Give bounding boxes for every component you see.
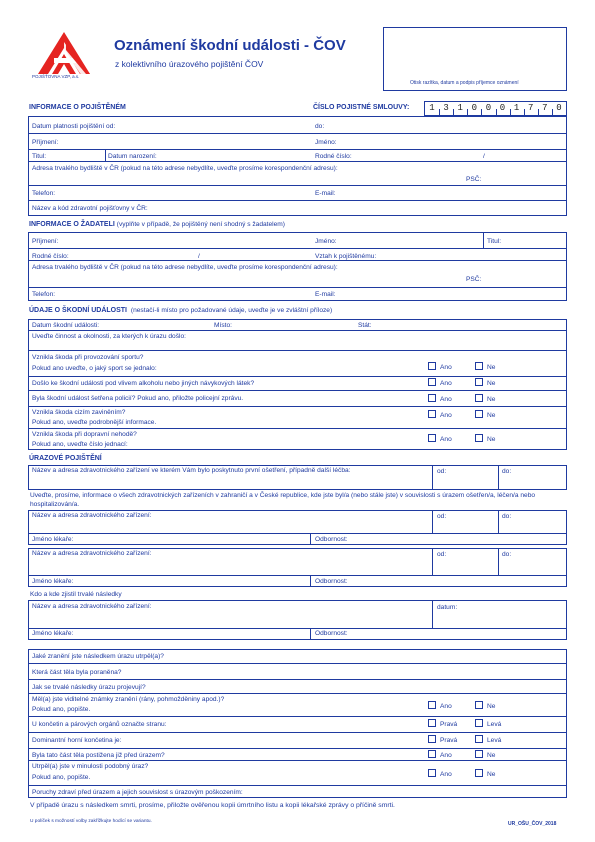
sport-yes-label: Ano (440, 364, 452, 371)
injury-heading: ÚRAZOVÉ POJIŠTĚNÍ (29, 455, 102, 462)
visible-yes-checkbox[interactable] (428, 701, 436, 709)
dominant-left-label: Levá (487, 737, 502, 744)
health-issues-question: Poruchy zdraví před úrazem a jejich souvislost s úrazovým poškozením: (32, 789, 243, 796)
facility-3-date: datum: (437, 604, 458, 611)
applicant-surname-label: Příjmení: (32, 238, 59, 245)
dominant-question: Dominantní horní končetina je: (32, 737, 122, 744)
visible-no-checkbox[interactable] (475, 701, 483, 709)
traffic-detail: Pokud ano, uveďte číslo jednací: (32, 441, 128, 448)
visible-signs-detail: Pokud ano, popište. (32, 706, 91, 713)
valid-to-label: do: (315, 123, 325, 130)
name-label: Jméno: (315, 139, 337, 146)
police-question: Byla škodní událost šetřena policií? Pokud ano, přiložte policejní zprávu. (32, 395, 244, 402)
traffic-no-label: Ne (487, 436, 496, 443)
sport-no-checkbox[interactable] (475, 362, 483, 370)
dominant-right-checkbox[interactable] (428, 735, 436, 743)
birth-date-label: Datum narození: (108, 153, 157, 160)
applicant-psc-label: PSČ: (466, 276, 482, 283)
prior-damage-no-checkbox[interactable] (475, 750, 483, 758)
facility-3-doctor: Jméno lékaře: (32, 630, 74, 637)
body-part-question: Která část těla byla poraněna? (32, 669, 122, 676)
email-label: E-mail: (315, 190, 336, 197)
policy-digit: 7 (527, 103, 534, 113)
form-code: UR_OŠU_ČOV_2018 (508, 821, 557, 827)
fault-yes-checkbox[interactable] (428, 410, 436, 418)
birth-number-slash: / (483, 153, 485, 160)
facility-3-label: Název a adresa zdravotnického zařízení: (32, 603, 152, 610)
alcohol-yes-checkbox[interactable] (428, 378, 436, 386)
policy-number-field[interactable] (424, 101, 567, 116)
facility-2-doctor: Jméno lékaře: (32, 578, 74, 585)
fault-detail: Pokud ano, uveďte podrobnější informace. (32, 419, 157, 426)
sport-question: Vznikla škoda při provozování sportu? (32, 354, 144, 361)
facility-2-label: Název a adresa zdravotnického zařízení: (32, 550, 152, 557)
applicant-birth-number-label: Rodné číslo: (32, 253, 69, 260)
facility-1-label: Název a adresa zdravotnického zařízení: (32, 512, 152, 519)
logo-text: POJIŠŤOVNA VZP, a.s. (32, 74, 80, 79)
event-date-label: Datum škodní události: (32, 322, 100, 329)
cross-note: U políček s možností volby zakřížkujte hodící se variantu. (30, 819, 152, 824)
first-aid-label: Název a adresa zdravotnického zařízení ve kterém Vám bylo poskytnuto první ošetření, případně další léčba: (32, 467, 351, 474)
policy-digit: 1 (457, 103, 463, 113)
applicant-title-label: Titul: (487, 238, 502, 245)
prior-injury-no-checkbox[interactable] (475, 769, 483, 777)
valid-from-label: Datum platnosti pojištění od: (32, 123, 116, 130)
facility-1-from: od: (437, 513, 447, 520)
prior-injury-question: Utrpěl(a) jste v minulosti podobný úraz? (32, 763, 149, 770)
applicant-slash: / (198, 253, 200, 260)
psc-label: PSČ: (466, 176, 482, 183)
traffic-yes-checkbox[interactable] (428, 434, 436, 442)
stamp-caption: Otisk razítka, datum a podpis příjemce oznámení (410, 80, 519, 86)
prior-damage-question: Byla tato část těla postižena již před úrazem? (32, 752, 165, 759)
dominant-right-label: Pravá (440, 737, 458, 744)
applicant-address-label: Adresa trvalého bydliště v ČR (pokud na této adrese nebydlíte, uveďte prosíme korespondenční adresu): (32, 264, 338, 271)
policy-digit: 0 (499, 103, 506, 113)
police-yes-label: Ano (440, 396, 452, 403)
side-question: U končetin a párových orgánů označte stranu: (32, 721, 167, 728)
insurer-label: Název a kód zdravotní pojišťovny v ČR: (32, 205, 148, 212)
visible-no-label: Ne (487, 703, 496, 710)
alcohol-no-label: Ne (487, 380, 496, 387)
fault-no-checkbox[interactable] (475, 410, 483, 418)
policy-digit: 0 (485, 103, 492, 113)
address-label: Adresa trvalého bydliště v ČR (pokud na této adrese nebydlíte, uveďte prosíme korespondenční adresu): (32, 165, 338, 172)
traffic-yes-label: Ano (440, 436, 452, 443)
fault-question: Vznikla škoda cizím zaviněním? (32, 409, 126, 416)
applicant-relation-label: Vztah k pojištěnému: (315, 253, 377, 260)
facility-1-to: do: (502, 513, 512, 520)
insured-heading: INFORMACE O POJIŠTĚNÉM (29, 104, 126, 111)
page-subtitle: z kolektivního úrazového pojištění ČOV (115, 59, 264, 69)
facility-2-to: do: (502, 551, 512, 558)
applicant-heading: INFORMACE O ŽADATELI (vyplňte v případě, že pojištěný není shodný s žadatelem) (29, 221, 285, 228)
prior-injury-yes-label: Ano (440, 771, 452, 778)
traffic-no-checkbox[interactable] (475, 434, 483, 442)
prior-injury-no-label: Ne (487, 771, 496, 778)
side-right-checkbox[interactable] (428, 719, 436, 727)
policy-digit: 1 (513, 103, 520, 113)
policy-digit: 0 (556, 103, 562, 113)
fault-no-label: Ne (487, 412, 496, 419)
visible-yes-label: Ano (440, 703, 452, 710)
injury-type-question: Jaké zranění jste následkem úrazu utrpěl(a)? (32, 653, 164, 660)
alcohol-yes-label: Ano (440, 380, 452, 387)
title-label: Titul: (32, 153, 47, 160)
facility-1-doctor: Jméno lékaře: (32, 536, 74, 543)
policy-digit: 1 (429, 103, 435, 113)
side-left-checkbox[interactable] (475, 719, 483, 727)
surname-label: Příjmení: (32, 139, 59, 146)
company-logo (30, 30, 96, 84)
first-aid-from: od: (437, 468, 447, 475)
police-no-checkbox[interactable] (475, 394, 483, 402)
police-yes-checkbox[interactable] (428, 394, 436, 402)
event-heading: ÚDAJE O ŠKODNÍ UDÁLOSTI (nestačí-li místo pro požadované údaje, uveďte je ve zvláštní příloze) (29, 307, 333, 314)
permanent-question: Jak se trvalé následky úrazu projevují? (32, 684, 146, 691)
prior-damage-yes-label: Ano (440, 752, 452, 759)
facilities-info: Uveďte, prosíme, informace o všech zdravotnických zařízeních v zahraničí a v České republice, kde jste byl/a (nebo stále jste) v souvislosti s úrazem ošetřen/a, léčen/a nebo hospitalizován/a. (30, 492, 536, 508)
fault-yes-label: Ano (440, 412, 452, 419)
alcohol-question: Došlo ke škodní události pod vlivem alkoholu nebo jiných návykových látek? (32, 380, 255, 387)
sport-no-label: Ne (487, 364, 496, 371)
prior-damage-yes-checkbox[interactable] (428, 750, 436, 758)
facility-2-specialty: Odbornost: (315, 578, 348, 585)
applicant-email-label: E-mail: (315, 291, 336, 298)
prior-injury-detail: Pokud ano, popište. (32, 774, 91, 781)
side-right-label: Pravá (440, 721, 458, 728)
facility-2-from: od: (437, 551, 447, 558)
alcohol-no-checkbox[interactable] (475, 378, 483, 386)
prior-injury-yes-checkbox[interactable] (428, 769, 436, 777)
event-country-label: Stát: (358, 322, 372, 329)
phone-label: Telefon: (32, 190, 56, 197)
dominant-left-checkbox[interactable] (475, 735, 483, 743)
police-no-label: Ne (487, 396, 496, 403)
traffic-question: Vznikla škoda při dopravní nehodě? (32, 431, 137, 438)
side-left-label: Levá (487, 721, 502, 728)
policy-number-label: ČÍSLO POJISTNÉ SMLOUVY: (313, 104, 410, 111)
event-place-label: Místo: (214, 322, 232, 329)
circumstances-label: Uveďte činnost a okolnosti, za kterých k úrazu došlo: (32, 333, 186, 340)
sport-yes-checkbox[interactable] (428, 362, 436, 370)
policy-digit: 7 (542, 103, 548, 113)
facility-3-specialty: Odbornost: (315, 630, 348, 637)
permanent-label: Kdo a kde zjistil trvalé následky (30, 591, 122, 598)
death-note: V případě úrazu s následkem smrti, prosíme, přiložte ověřenou kopii úmrtního listu a kopii lékařské zprávy o příčině smrti. (30, 802, 395, 809)
page-title: Oznámení škodní události - ČOV (114, 37, 346, 54)
birth-number-label: Rodné číslo: (315, 153, 352, 160)
first-aid-to: do: (502, 468, 512, 475)
policy-digit: 3 (443, 103, 449, 113)
applicant-phone-label: Telefon: (32, 291, 56, 298)
policy-digit: 0 (471, 103, 477, 113)
visible-signs-question: Měl(a) jste viditelné známky zranění (rány, pohmožděniny apod.)? (32, 696, 225, 703)
applicant-name-label: Jméno: (315, 238, 337, 245)
prior-damage-no-label: Ne (487, 752, 496, 759)
facility-1-specialty: Odbornost: (315, 536, 348, 543)
sport-detail: Pokud ano uveďte, o jaký sport se jednalo: (32, 365, 157, 372)
